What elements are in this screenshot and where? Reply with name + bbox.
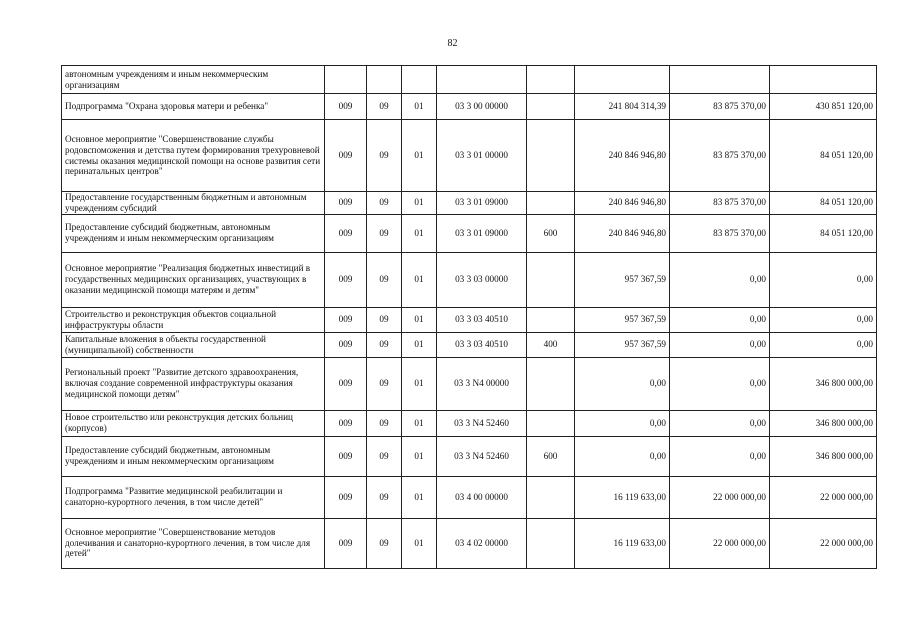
cell-csr: 03 3 N4 52460 <box>437 436 527 476</box>
cell-rz: 09 <box>367 357 402 410</box>
table-row <box>62 192 877 215</box>
cell-sum-3: 0,00 <box>770 307 877 332</box>
cell-pr: 01 <box>402 94 437 120</box>
cell-rz <box>367 66 402 94</box>
budget-table <box>61 65 877 569</box>
cell-csr: 03 3 03 00000 <box>437 252 527 307</box>
cell-vr: 600 <box>527 436 575 476</box>
table-body <box>62 66 877 569</box>
cell-gr: 009 <box>325 94 367 120</box>
cell-vr <box>527 94 575 120</box>
cell-csr: 03 3 N4 00000 <box>437 357 527 410</box>
cell-rz: 09 <box>367 307 402 332</box>
cell-csr: 03 4 02 00000 <box>437 518 527 568</box>
cell-sum-3: 346 800 000,00 <box>770 410 877 436</box>
cell-name: Основное мероприятие "Реализация бюджетных инвестиций в государственных медицинских организациях, участвующих в оказании медицинской помощи матерям и детям" <box>62 252 325 307</box>
cell-vr: 400 <box>527 332 575 357</box>
table-row <box>62 214 877 252</box>
cell-name: Капитальные вложения в объекты государственной (муниципальной) собственности <box>62 332 325 357</box>
cell-gr <box>325 66 367 94</box>
cell-sum-2: 0,00 <box>670 410 770 436</box>
cell-rz: 09 <box>367 94 402 120</box>
cell-name: Строительство и реконструкция объектов социальной инфраструктуры области <box>62 307 325 332</box>
cell-rz: 09 <box>367 332 402 357</box>
table-row <box>62 410 877 436</box>
table-row <box>62 518 877 568</box>
cell-name: Основное мероприятие "Совершенствование методов долечивания и санаторно-курортного лечения, в том числе для детей" <box>62 518 325 568</box>
cell-sum-1: 240 846 946,80 <box>575 192 670 215</box>
cell-name: Предоставление государственным бюджетным и автономным учреждениям субсидий <box>62 192 325 215</box>
cell-vr <box>527 410 575 436</box>
cell-pr: 01 <box>402 214 437 252</box>
cell-sum-2: 22 000 000,00 <box>670 518 770 568</box>
cell-csr: 03 3 N4 52460 <box>437 410 527 436</box>
cell-pr: 01 <box>402 252 437 307</box>
cell-sum-1: 0,00 <box>575 436 670 476</box>
cell-gr: 009 <box>325 332 367 357</box>
cell-vr <box>527 66 575 94</box>
cell-csr: 03 3 01 00000 <box>437 120 527 192</box>
cell-sum-3: 84 051 120,00 <box>770 214 877 252</box>
cell-sum-3: 0,00 <box>770 252 877 307</box>
table-row <box>62 307 877 332</box>
cell-gr: 009 <box>325 192 367 215</box>
cell-rz: 09 <box>367 252 402 307</box>
cell-rz: 09 <box>367 214 402 252</box>
cell-sum-1: 957 367,59 <box>575 332 670 357</box>
cell-sum-1: 241 804 314,39 <box>575 94 670 120</box>
cell-vr <box>527 252 575 307</box>
cell-csr <box>437 66 527 94</box>
cell-vr <box>527 192 575 215</box>
cell-gr: 009 <box>325 436 367 476</box>
cell-sum-1: 0,00 <box>575 357 670 410</box>
cell-sum-3: 22 000 000,00 <box>770 518 877 568</box>
cell-sum-2: 83 875 370,00 <box>670 94 770 120</box>
cell-sum-2 <box>670 66 770 94</box>
cell-pr: 01 <box>402 120 437 192</box>
cell-name: Новое строительство или реконструкция детских больниц (корпусов) <box>62 410 325 436</box>
cell-pr: 01 <box>402 357 437 410</box>
cell-name: Предоставление субсидий бюджетным, автономным учреждениям и иным некоммерческим организациям <box>62 214 325 252</box>
cell-sum-2: 83 875 370,00 <box>670 192 770 215</box>
cell-sum-2: 83 875 370,00 <box>670 214 770 252</box>
cell-pr: 01 <box>402 518 437 568</box>
cell-sum-1: 957 367,59 <box>575 307 670 332</box>
cell-pr: 01 <box>402 410 437 436</box>
table-row <box>62 120 877 192</box>
cell-sum-1: 240 846 946,80 <box>575 214 670 252</box>
cell-vr <box>527 307 575 332</box>
cell-gr: 009 <box>325 120 367 192</box>
cell-name: Подпрограмма "Развитие медицинской реабилитации и санаторно-курортного лечения, в том числе детей" <box>62 476 325 518</box>
cell-sum-2: 0,00 <box>670 436 770 476</box>
table-row <box>62 436 877 476</box>
cell-name: Региональный проект "Развитие детского здравоохранения, включая создание современной инфраструктуры оказания медицинской помощи детям" <box>62 357 325 410</box>
cell-sum-1: 16 119 633,00 <box>575 518 670 568</box>
cell-csr: 03 4 00 00000 <box>437 476 527 518</box>
cell-rz: 09 <box>367 120 402 192</box>
cell-gr: 009 <box>325 214 367 252</box>
cell-gr: 009 <box>325 307 367 332</box>
table-row <box>62 332 877 357</box>
cell-name: Предоставление субсидий бюджетным, автономным учреждениям и иным некоммерческим организациям <box>62 436 325 476</box>
cell-gr: 009 <box>325 518 367 568</box>
cell-vr <box>527 120 575 192</box>
table-row <box>62 252 877 307</box>
cell-sum-2: 0,00 <box>670 332 770 357</box>
cell-csr: 03 3 00 00000 <box>437 94 527 120</box>
cell-sum-3: 22 000 000,00 <box>770 476 877 518</box>
cell-sum-3: 430 851 120,00 <box>770 94 877 120</box>
cell-gr: 009 <box>325 252 367 307</box>
cell-rz: 09 <box>367 436 402 476</box>
cell-sum-3 <box>770 66 877 94</box>
cell-pr: 01 <box>402 332 437 357</box>
cell-pr: 01 <box>402 436 437 476</box>
cell-sum-2: 0,00 <box>670 252 770 307</box>
cell-name: автономным учреждениям и иным некоммерческим организациям <box>62 66 325 94</box>
cell-sum-2: 0,00 <box>670 307 770 332</box>
cell-pr: 01 <box>402 476 437 518</box>
cell-sum-3: 0,00 <box>770 332 877 357</box>
cell-sum-1: 957 367,59 <box>575 252 670 307</box>
table-row <box>62 66 877 94</box>
cell-rz: 09 <box>367 476 402 518</box>
cell-sum-3: 346 800 000,00 <box>770 436 877 476</box>
cell-sum-2: 22 000 000,00 <box>670 476 770 518</box>
cell-vr <box>527 357 575 410</box>
cell-rz: 09 <box>367 518 402 568</box>
cell-sum-1 <box>575 66 670 94</box>
cell-sum-3: 346 800 000,00 <box>770 357 877 410</box>
cell-vr: 600 <box>527 214 575 252</box>
cell-vr <box>527 476 575 518</box>
cell-sum-3: 84 051 120,00 <box>770 120 877 192</box>
cell-vr <box>527 518 575 568</box>
cell-sum-1: 0,00 <box>575 410 670 436</box>
cell-pr: 01 <box>402 307 437 332</box>
cell-name: Подпрограмма "Охрана здоровья матери и ребенка" <box>62 94 325 120</box>
table-row <box>62 357 877 410</box>
cell-gr: 009 <box>325 357 367 410</box>
cell-csr: 03 3 01 09000 <box>437 192 527 215</box>
cell-sum-2: 0,00 <box>670 357 770 410</box>
cell-sum-1: 240 846 946,80 <box>575 120 670 192</box>
cell-rz: 09 <box>367 410 402 436</box>
table-row <box>62 476 877 518</box>
cell-sum-1: 16 119 633,00 <box>575 476 670 518</box>
cell-sum-3: 84 051 120,00 <box>770 192 877 215</box>
table-row <box>62 94 877 120</box>
cell-csr: 03 3 03 40510 <box>437 307 527 332</box>
cell-name: Основное мероприятие "Совершенствование службы родовспоможения и детства путем формирования трехуровневой системы оказания медицинской помощи на основе развития сети перинатальных центров" <box>62 120 325 192</box>
cell-gr: 009 <box>325 476 367 518</box>
cell-csr: 03 3 03 40510 <box>437 332 527 357</box>
cell-sum-2: 83 875 370,00 <box>670 120 770 192</box>
cell-pr <box>402 66 437 94</box>
cell-rz: 09 <box>367 192 402 215</box>
page-number: 82 <box>447 38 458 49</box>
cell-pr: 01 <box>402 192 437 215</box>
cell-csr: 03 3 01 09000 <box>437 214 527 252</box>
cell-gr: 009 <box>325 410 367 436</box>
